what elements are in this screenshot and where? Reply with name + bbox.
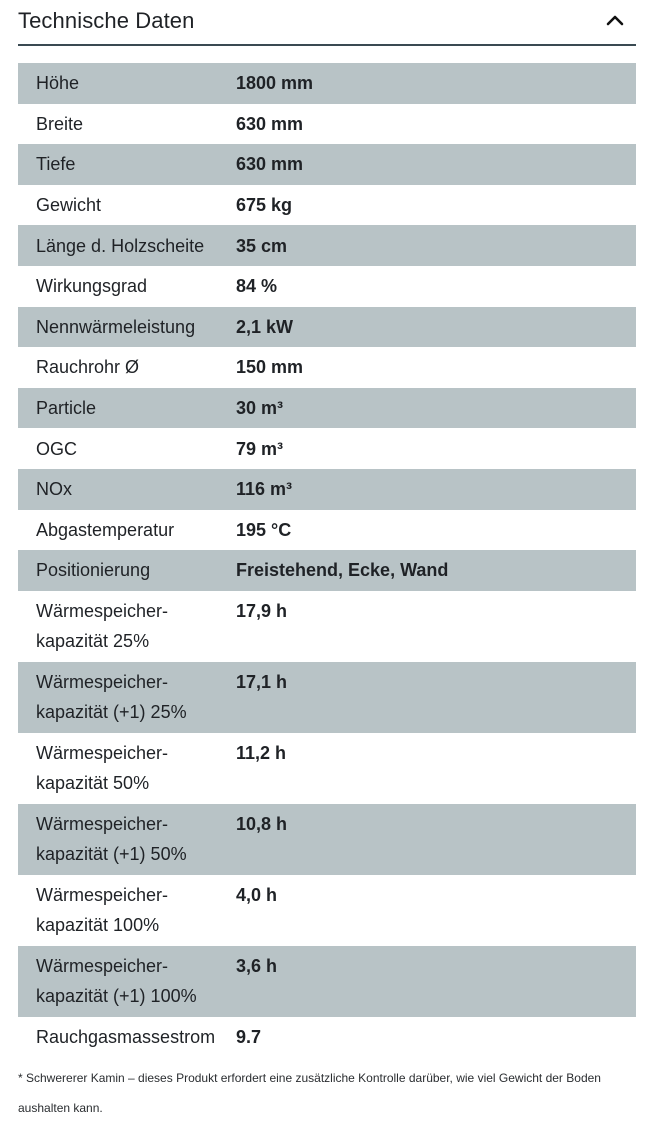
row-label [18, 733, 236, 798]
table-row [18, 428, 636, 469]
row-label-line: Positionierung [36, 560, 151, 581]
row-value: 84 % [236, 276, 278, 297]
row-label-line: kapazität (+1) 100% [36, 985, 197, 1006]
row-label-line: Wärmespeicher- [36, 884, 169, 905]
row-label-line: Breite [36, 113, 84, 134]
row-label-line: NOx [36, 479, 72, 500]
row-label-line: Nennwärmeleistung [36, 316, 196, 337]
row-label [18, 109, 236, 139]
table-row [18, 804, 636, 875]
table-row [18, 591, 636, 662]
row-value: 2,1 kW [236, 316, 294, 337]
footnote: * Schwererer Kamin – dieses Produkt erfordert eine zusätzliche Kontrolle darüber, wie viel Gewicht der Boden aushalten kann. [18, 1071, 601, 1116]
table-row [18, 266, 636, 307]
row-value: 17,9 h [236, 600, 288, 621]
row-label-line: Wärmespeicher- [36, 813, 169, 834]
table-row [18, 144, 636, 185]
row-label [18, 434, 236, 464]
row-value: 630 mm [236, 113, 304, 134]
row-label [18, 662, 236, 727]
row-label-line: kapazität 25% [36, 630, 150, 651]
row-label-line: Rauchgasmassestrom [36, 1027, 216, 1048]
row-label-line: Abgastemperatur [36, 519, 175, 540]
row-label [18, 591, 236, 656]
row-label [18, 555, 236, 585]
row-value: 79 m³ [236, 438, 284, 459]
row-label-line: Tiefe [36, 154, 76, 175]
row-label-line: Rauchrohr Ø [36, 357, 140, 378]
row-label [18, 231, 236, 261]
row-label [18, 312, 236, 342]
table-row [18, 733, 636, 804]
table-row [18, 510, 636, 551]
table-row [18, 63, 636, 104]
table-row [18, 1017, 636, 1058]
row-label-line: Wirkungsgrad [36, 276, 148, 297]
row-value: 4,0 h [236, 884, 278, 905]
table-row [18, 388, 636, 429]
row-label [18, 68, 236, 98]
row-value: Freistehend, Ecke, Wand [236, 560, 449, 581]
table-row [18, 662, 636, 733]
row-label [18, 1022, 236, 1052]
row-label-line: Wärmespeicher- [36, 671, 169, 692]
section-title: Technische Daten [18, 8, 195, 33]
row-value: 3,6 h [236, 955, 278, 976]
spec-table [18, 63, 636, 1057]
row-label [18, 515, 236, 545]
row-value: 195 °C [236, 519, 292, 540]
row-label [18, 352, 236, 382]
row-label [18, 804, 236, 869]
row-value: 30 m³ [236, 398, 284, 419]
row-label-line: Wärmespeicher- [36, 742, 169, 763]
table-row [18, 347, 636, 388]
row-value: 9.7 [236, 1027, 262, 1048]
row-value: 35 cm [236, 235, 288, 256]
row-label-line: kapazität 50% [36, 772, 150, 793]
row-label-line: Particle [36, 398, 97, 419]
row-value: 675 kg [236, 195, 293, 216]
table-row [18, 469, 636, 510]
row-label-line: Höhe [36, 73, 80, 94]
table-row [18, 946, 636, 1017]
row-label [18, 875, 236, 940]
row-label [18, 271, 236, 301]
table-row [18, 307, 636, 348]
row-value: 10,8 h [236, 813, 288, 834]
table-row [18, 550, 636, 591]
table-row [18, 225, 636, 266]
table-row [18, 185, 636, 226]
row-value: 630 mm [236, 154, 304, 175]
chevron-up-icon[interactable] [604, 9, 626, 31]
row-label-line: kapazität 100% [36, 914, 160, 935]
row-value: 116 m³ [236, 479, 293, 500]
row-label [18, 190, 236, 220]
row-label-line: Gewicht [36, 195, 102, 216]
table-row [18, 875, 636, 946]
row-label [18, 393, 236, 423]
section-header-toggle[interactable] [18, 0, 636, 46]
row-label-line: kapazität (+1) 25% [36, 701, 187, 722]
technical-data-section [18, 0, 636, 1123]
row-label-line: OGC [36, 438, 78, 459]
row-label-line: Länge d. Holzscheite [36, 235, 205, 256]
row-value: 150 mm [236, 357, 304, 378]
row-label-line: Wärmespeicher- [36, 600, 169, 621]
row-label [18, 474, 236, 504]
row-value: 1800 mm [236, 73, 314, 94]
table-row [18, 104, 636, 145]
row-label [18, 946, 236, 1011]
row-value: 17,1 h [236, 671, 288, 692]
row-label-line: kapazität (+1) 50% [36, 843, 187, 864]
row-label-line: Wärmespeicher- [36, 955, 169, 976]
row-value: 11,2 h [236, 742, 287, 763]
row-label [18, 149, 236, 179]
